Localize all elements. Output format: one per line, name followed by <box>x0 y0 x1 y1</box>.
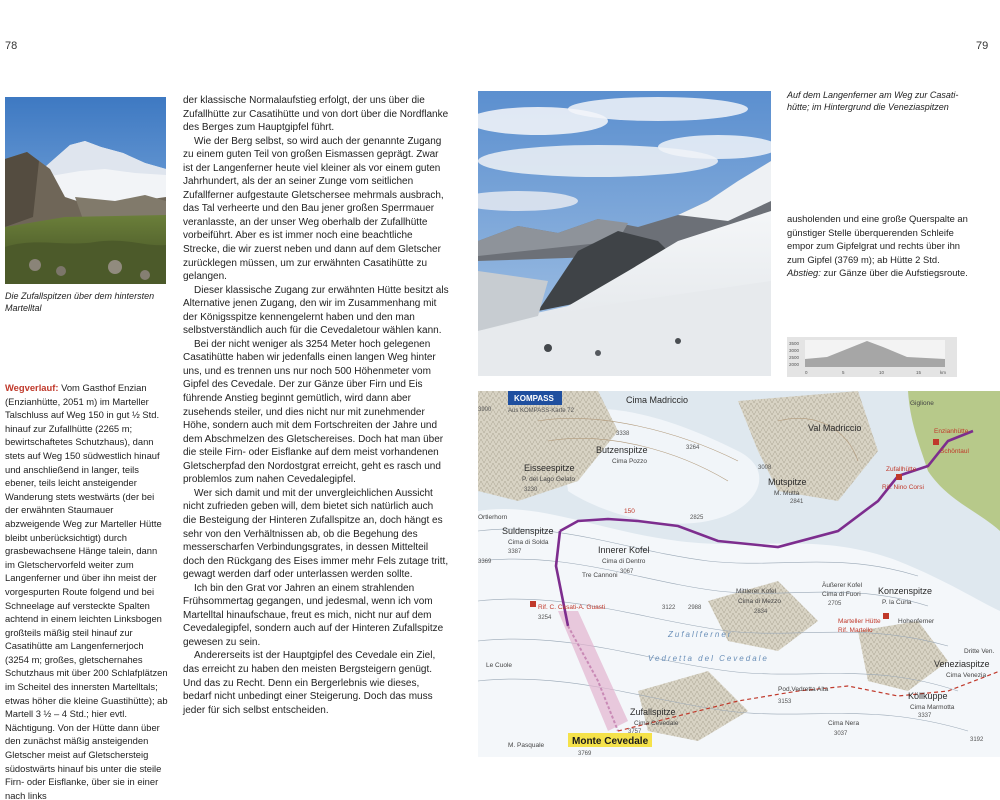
altitude: 3067 <box>620 569 634 575</box>
map-label: Rif. Nino Corsi <box>882 484 924 491</box>
page-number-left: 78 <box>5 40 18 52</box>
map-label: Zufallferner <box>668 630 733 639</box>
elevation-profile <box>787 337 957 377</box>
map-label: Rif. Martello <box>838 627 873 634</box>
altitude: 3387 <box>508 549 522 555</box>
map-label: Eisseespitze <box>524 463 575 473</box>
map-label: Ortlerhorn <box>478 514 508 521</box>
map-label: Cima Cevedale <box>634 720 679 727</box>
profile-y-tick: 2000 <box>789 362 800 367</box>
profile-y-tick: 2500 <box>789 355 800 360</box>
altitude: 3230 <box>524 487 538 493</box>
route-description <box>5 381 168 800</box>
map-label: Enzianhütte <box>934 428 969 435</box>
map-label: Innerer Kofel <box>598 545 650 555</box>
descent-label: Abstieg: <box>787 267 821 279</box>
map-label: Tre Cannoni <box>582 572 618 579</box>
hut-zufall-marker <box>896 474 902 480</box>
altitude: 3037 <box>834 731 848 737</box>
photo-caption-left: Die Zufallspitzen über dem hintersten Martelltal <box>5 291 155 313</box>
altitude: 3900 <box>478 407 492 413</box>
map-label: Cima Marmotta <box>910 704 955 711</box>
altitude: 3008 <box>758 465 772 471</box>
map-label: Marteller Hütte <box>838 618 881 625</box>
map-label: Mutspitze <box>768 477 807 487</box>
map-label: Le Cuole <box>486 662 513 669</box>
paragraph: der klassische Normalaufstieg erfolgt, der uns über die Zufallhütte zur Casatihütte und von dort über die Nordflanke des Berges zum Hauptgipfel führt. <box>183 95 449 134</box>
altitude: 2834 <box>754 609 768 615</box>
kompass-badge-text: KOMPASS <box>514 394 554 403</box>
map-label: P. la Curia <box>882 599 912 606</box>
map-label: Zufallspitze <box>630 707 676 717</box>
map-label: Suldenspitze <box>502 526 554 536</box>
altitude: 3122 <box>662 605 676 611</box>
photo-zufallspitzen <box>5 97 166 284</box>
map-label: 150 <box>624 508 635 515</box>
topographic-map <box>478 391 1000 757</box>
paragraph: Andererseits ist der Hauptgipfel des Cevedale ein Ziel, das erreicht zu haben den meisten Bergsteigern genügt. Und das zu Recht. Denn ein Bergerlebnis wie dieses, bedarf nicht unbedingt einer Steigerung. Doch das muss jeder für sich selbst entscheiden. <box>183 650 436 716</box>
altitude: 3153 <box>778 699 792 705</box>
map-label: Cima di Solda <box>508 539 549 546</box>
hut-marteller-marker <box>883 613 889 619</box>
map-label: Veneziaspitze <box>934 659 990 669</box>
hut-enzian-marker <box>933 439 939 445</box>
hut-casati-marker <box>530 601 536 607</box>
paragraph: Dieser klassische Zugang zur erwähnten Hütte besitzt als Alternative jenen Zugang, den wir im Zusammenhang mit der Königsspitze kennengelernt haben und den man selbstverständlich auch für die Cevedaletour wählen kann. <box>183 284 449 337</box>
map-label: Äußerer Kofel <box>822 582 863 589</box>
map-label: Pod.Vedretta Alta <box>778 686 829 693</box>
map-label: Giglione <box>910 400 934 407</box>
map-label: M. Mutta <box>774 490 800 497</box>
map-label: Cima Nera <box>828 720 860 727</box>
map-label: Cima Venezia <box>946 672 987 679</box>
map-label: Cima di Fuori <box>822 591 861 598</box>
map-label: Zufallhütte <box>886 466 917 473</box>
altitude: 2841 <box>790 499 804 505</box>
map-label: Cima di Mezzo <box>738 598 781 605</box>
map-label: Cima Pozzo <box>612 458 648 465</box>
altitude: 3369 <box>478 559 492 565</box>
map-label: Butzenspitze <box>596 445 648 455</box>
altitude: 3192 <box>970 737 984 743</box>
paragraph: Wer sich damit und mit der unvergleichlichen Aussicht nicht zufrieden geben will, dem bietet sich natürlich auch die Besteigung der Hinteren Zufallspitze an, doch hängt es sehr von den Verhältnissen ab, ob die Begehung des messerscharfen Verbindungsgrates, in dessen Mittelteil doch den Rückgang des Eises immer mehr Fels zutage tritt, gewagt werden darf oder unterlassen werden sollte. <box>183 487 449 581</box>
map-label: Dritte Ven. <box>964 648 995 655</box>
map-label: Mittlerer Kofel <box>736 588 777 595</box>
map-label: Konzenspitze <box>878 586 933 596</box>
altitude: 3337 <box>918 713 932 719</box>
photo-langenferner <box>478 91 771 376</box>
route-description-continued <box>787 212 977 280</box>
paragraph: Bei der nicht weniger als 3254 Meter hoch gelegenen Casatihütte haben wir jedenfalls einen langen Weg hinter uns, und es trennen uns nur noch 500 Höhenmeter vom Gipfel des Cevedale. Der zur Gänze über Firn und Eis führende Anstieg beginnt gemütlich, wird dann aber zusehends steiler, und dies nicht nur mit zunehmender Höhe, sondern auch mit dem Fortschreiten der Jahre und dem Abschmelzen des Gletschereises. Doch hat man über die steile Firn- oder Eisflanke auf dem meist vorhandenen Gletscherpfad den Nordostgrat erreicht, geht es rasch und problemlos zum nahen Cevedalegipfel. <box>183 338 444 486</box>
map-label: M. Pasquale <box>508 742 545 749</box>
paragraph: Ich bin den Grat vor Jahren an einem strahlenden Frühsommertag gegangen, und jedesmal, wenn ich vom Martelltal hinaufschaue, freut es mich, nicht nur auf dem Cevedalegipfel, sondern auch auf der Hinteren Zufallspitze gewesen zu sein. <box>183 582 444 648</box>
altitude: 3769 <box>578 751 592 757</box>
altitude: 3757 <box>628 729 642 735</box>
profile-x-tick: 5 <box>842 370 845 375</box>
altitude: 2825 <box>690 515 704 521</box>
altitude: 2705 <box>828 601 842 607</box>
profile-y-tick: 3500 <box>789 341 800 346</box>
page-number-right: 79 <box>976 40 989 52</box>
route-text: Vom Gasthof Enzian (Enzianhütte, 2051 m) im Marteller Talschluss auf Weg 150 in gut ½ Std. hinauf zur Zufallhütte (2265 m; bewirtschaftetes Schutzhaus), dann stets auf Weg 150 südwestlich hinauf und anschließend in langer, teils ebener, teils leicht ansteigender Wanderung stets westwärts (der bei der erwähnten Staumauer abzweigende Weg zur Marteller Hütte bleibt unberücksichtigt) durch grasbewachsene Hänge talein, dann im Gletschervorfeld weiter zum Langenferner und über ihn meist der vorgespurten Route folgend und bei Schneelage auf versteckte Spalten achtend in einem leichten Linksbogen großteils mäßig steil hinauf zur Casatihütte am Langenfernerjoch (3254 m; großes, gletschernahes Schutzhaus mit über 200 Schlafplätzen im Scheitel des innersten Martelltals; etwas höher die kleine Guastihütte); ab Martell 3 ½ – 4 Std.; hier evtl. Nächtigung. Von der Hütte dann über den zunächst mäßig ansteigenden Gletscher meist auf Gletschersteig südostwärts hinauf bis unter die steile Firn- oder Eisflanke, über sie in einer nach links <box>5 382 168 800</box>
route-lead: Wegverlauf: <box>5 382 59 393</box>
map-label: Rif. C. Casati-A. Guasti <box>538 604 606 611</box>
altitude: 2988 <box>688 605 702 611</box>
paragraph: Wie der Berg selbst, so wird auch der genannte Zugang zu einem guten Teil von großen Eismassen geprägt. Zwar ist der Langenferner heute viel kleiner als vor einem guten Jahrhundert, als der an seiner Zunge vom seitlichen Zufallferner aufgestaute Gletschersee mehrmals ausbrach, das Tal verheerte und den Bau jener großen Sperrmauer veranlasste, an der unser Weg oberhalb der Zufallhütte vorbeiführt. Aber es ist immer noch eine beachtliche Strecke, die wir zuerst neben und dann auf dem Gletscher zurücklegen müssen, um zur erwähnten Casatihütte zu gelangen. <box>183 135 444 283</box>
map-label: Köllkuppe <box>908 691 948 701</box>
map-label: Cima Madriccio <box>626 395 689 405</box>
profile-x-unit: km <box>940 370 946 375</box>
altitude: 3254 <box>538 615 552 621</box>
map-label: Val Madriccio <box>808 423 862 433</box>
map-label-monte-cevedale: Monte Cevedale <box>572 736 649 747</box>
map-label: P. del Lago Gelato <box>522 476 576 483</box>
photo-caption-right: Auf dem Langenferner am Weg zur Casatihütte; im Hintergrund die Veneziaspitzen <box>787 90 959 112</box>
altitude: 3338 <box>616 431 630 437</box>
main-text-column <box>183 94 449 717</box>
altitude: 3264 <box>686 445 700 451</box>
profile-x-tick: 0 <box>805 370 808 375</box>
map-label: Cima di Dentro <box>602 558 646 565</box>
route-text-continued: ausholenden und eine große Querspalte an günstiger Stelle überquerenden Schleife empor zum Gipfelgrat und rechts über ihn zum Gipfel (3769 m); ab Hütte 2 Std. <box>787 213 968 265</box>
map-label: Schöntaul <box>940 448 969 455</box>
profile-y-tick: 3000 <box>789 348 800 353</box>
descent-text: zur Gänze über die Aufstiegsroute. <box>820 267 968 279</box>
profile-x-tick: 15 <box>916 370 922 375</box>
profile-x-tick: 10 <box>879 370 885 375</box>
map-label: Hohenferner <box>898 618 935 625</box>
map-label: Vedretta del Cevedale <box>648 654 769 663</box>
kompass-badge-sub: Aus KOMPASS-Karte 72 <box>508 408 574 414</box>
